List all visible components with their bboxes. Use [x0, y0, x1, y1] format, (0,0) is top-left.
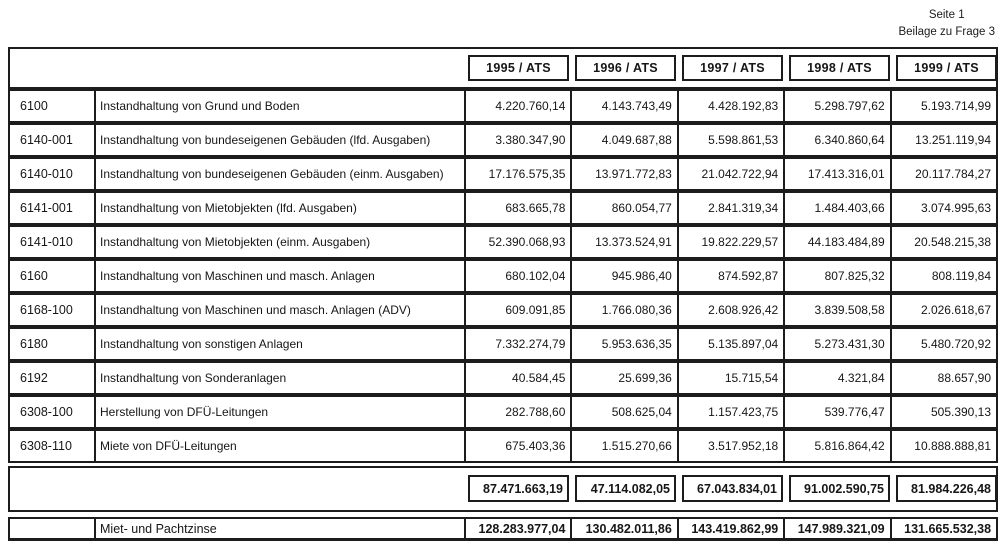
row-value: 5.953.636,35 [570, 329, 676, 359]
row-value: 680.102,04 [505, 269, 566, 283]
footer-code [10, 519, 96, 538]
row-value: 874.592,87 [677, 261, 783, 291]
row-value: 683.665,78 [505, 201, 566, 215]
row-value: 7.332.274,79 [495, 337, 566, 351]
row-value: 6.340.860,64 [783, 125, 889, 155]
total-value-1995: 87.471.663,19 [468, 475, 569, 502]
row-value: 4.049.687,88 [570, 125, 676, 155]
row-value: 3.517.952,18 [677, 431, 783, 461]
table-row [8, 225, 998, 259]
row-label: Miete von DFÜ-Leitungen [96, 431, 466, 461]
row-code: 6168-100 [10, 295, 96, 325]
row-code: 6140-001 [10, 125, 96, 155]
row-value: 2.026.618,67 [890, 295, 996, 325]
row-value: 19.822.229,57 [677, 227, 783, 257]
row-value: 13.251.119,94 [890, 125, 996, 155]
row-value: 860.054,77 [570, 193, 676, 223]
row-code: 6192 [10, 363, 96, 393]
table-row [8, 293, 998, 327]
row-value: 1.766.080,36 [570, 295, 676, 325]
row-value: 10.888.888,81 [890, 431, 996, 461]
row-value: 5.193.714,99 [890, 91, 996, 121]
row-code: 6180 [10, 329, 96, 359]
row-value: 5.598.861,53 [677, 125, 783, 155]
row-code: 6141-001 [10, 193, 96, 223]
row-value: 4.220.760,14 [495, 99, 566, 113]
row-label: Instandhaltung von bundeseigenen Gebäuden (lfd. Ausgaben) [96, 125, 466, 155]
table-row [8, 327, 998, 361]
row-value: 25.699,36 [570, 363, 676, 393]
row-label: Herstellung von DFÜ-Leitungen [96, 397, 466, 427]
row-code: 6308-100 [10, 397, 96, 427]
row-value: 4.143.743,49 [570, 91, 676, 121]
total-value-1998: 91.002.590,75 [789, 475, 890, 502]
table-body [8, 89, 998, 463]
row-label: Instandhaltung von Mietobjekten (einm. Ausgaben) [96, 227, 466, 257]
row-value: 609.091,85 [505, 303, 566, 317]
row-value: 508.625,04 [570, 397, 676, 427]
row-value: 2.841.319,34 [677, 193, 783, 223]
row-value: 13.971.772,83 [570, 159, 676, 189]
row-value: 808.119,84 [890, 261, 996, 291]
row-value: 1.157.423,75 [677, 397, 783, 427]
footer-value: 131.665.532,38 [890, 519, 996, 538]
row-value: 5.480.720,92 [890, 329, 996, 359]
row-value: 1.484.403,66 [783, 193, 889, 223]
row-code: 6160 [10, 261, 96, 291]
footer-value: 130.482.011,86 [570, 519, 676, 538]
total-value-1999: 81.984.226,48 [896, 475, 997, 502]
year-header-1995: 1995 / ATS [468, 55, 569, 81]
row-code: 6100 [10, 91, 96, 121]
table-row [8, 157, 998, 191]
row-label: Instandhaltung von sonstigen Anlagen [96, 329, 466, 359]
row-value: 3.380.347,90 [495, 133, 566, 147]
footer-value: 143.419.862,99 [677, 519, 783, 538]
table-row [8, 191, 998, 225]
row-value: 675.403,36 [505, 439, 566, 453]
row-value: 52.390.068,93 [488, 235, 566, 249]
year-header-1996: 1996 / ATS [575, 55, 676, 81]
page-number: Seite 1 [928, 9, 965, 21]
row-value: 5.273.431,30 [783, 329, 889, 359]
row-value: 3.074.995,63 [890, 193, 996, 223]
row-value: 15.715,54 [677, 363, 783, 393]
row-value: 5.298.797,62 [783, 91, 889, 121]
total-value-1996: 47.114.082,05 [575, 475, 676, 502]
year-header-1997: 1997 / ATS [682, 55, 783, 81]
total-value-1997: 67.043.834,01 [682, 475, 783, 502]
row-value: 807.825,32 [783, 261, 889, 291]
row-value: 20.117.784,27 [890, 159, 996, 189]
row-label: Instandhaltung von Maschinen und masch. Anlagen (ADV) [96, 295, 466, 325]
row-value: 21.042.722,94 [677, 159, 783, 189]
row-value: 539.776,47 [783, 397, 889, 427]
row-label: Instandhaltung von Mietobjekten (lfd. Ausgaben) [96, 193, 466, 223]
row-label: Instandhaltung von Maschinen und masch. Anlagen [96, 261, 466, 291]
row-value: 282.788,60 [505, 405, 566, 419]
row-value: 3.839.508,58 [783, 295, 889, 325]
row-value: 40.584,45 [512, 371, 566, 385]
row-value: 17.413.316,01 [783, 159, 889, 189]
footer-row [8, 517, 998, 541]
row-value: 945.986,40 [570, 261, 676, 291]
row-label: Instandhaltung von Grund und Boden [96, 91, 466, 121]
footer-label: Miet- und Pachtzinse [96, 519, 466, 538]
table-row [8, 89, 998, 123]
row-value: 5.816.864,42 [783, 431, 889, 461]
row-value: 2.608.926,42 [677, 295, 783, 325]
row-value: 88.657,90 [890, 363, 996, 393]
row-value: 4.321,84 [783, 363, 889, 393]
page-corner-note [898, 7, 995, 40]
footer-value: 147.989.321,09 [783, 519, 889, 538]
row-value: 1.515.270,66 [570, 431, 676, 461]
row-value: 4.428.192,83 [677, 91, 783, 121]
table-row [8, 361, 998, 395]
year-header-1998: 1998 / ATS [789, 55, 890, 81]
row-code: 6308-110 [10, 431, 96, 461]
year-header-1999: 1999 / ATS [896, 55, 997, 81]
attachment-note: Beilage zu Frage 3 [898, 25, 995, 38]
row-value: 505.390,13 [890, 397, 996, 427]
row-value: 5.135.897,04 [677, 329, 783, 359]
table-row [8, 429, 998, 463]
row-code: 6141-010 [10, 227, 96, 257]
table-row [8, 259, 998, 293]
table-header-band [8, 47, 998, 89]
row-value: 13.373.524,91 [570, 227, 676, 257]
totals-row [8, 466, 998, 512]
row-value: 44.183.484,89 [783, 227, 889, 257]
row-code: 6140-010 [10, 159, 96, 189]
table-row [8, 123, 998, 157]
row-value: 20.548.215,38 [890, 227, 996, 257]
row-value: 17.176.575,35 [488, 167, 566, 181]
table-row [8, 395, 998, 429]
row-label: Instandhaltung von Sonderanlagen [96, 363, 466, 393]
footer-value: 128.283.977,04 [478, 521, 566, 536]
row-label: Instandhaltung von bundeseigenen Gebäuden (einm. Ausgaben) [96, 159, 466, 189]
